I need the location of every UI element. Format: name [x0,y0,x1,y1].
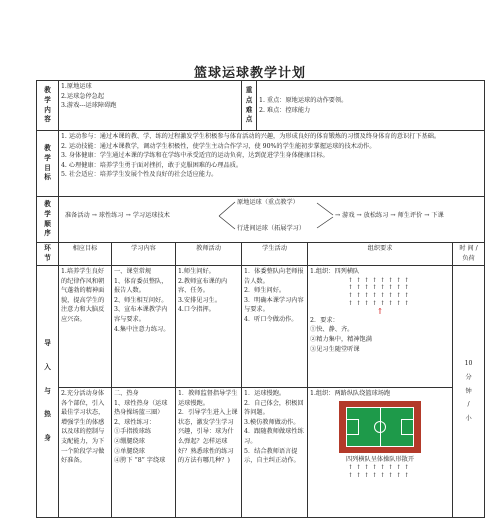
study-cell-2: 二、热身 1、球性热身（运球热身操场篮三圈） 2、球性练习： ①手指拨球练 ②绷腿绕球 ③单腿绕球 ④胯下 “8” 字绕球 [112,388,176,518]
order-row [37,197,485,243]
basketball-court-icon [339,401,421,453]
order-tail: → 游戏 → 放松练习 → 师生评价 → 下课 [335,212,444,219]
teacher-cell-2: 1．教师监督指导学生运球慢跑。 2．引导学生进入上课状态，激发学生学习兴趣，引导：球为什么弹起？怎样运球好？熟悉球性的练习的方法有哪几种？) [176,388,242,518]
objectives-cell: 1. 运动参与：通过本课的教、学、练的过程激发学生积极参与体育活动的兴趣，为形成良好的体育锻炼的习惯及终身体育的意识打下基础。 2. 运动技能：通过本课教学，调动学生积极性，使学生主动合作学习，使 90%的学生能初步掌握运球的技术动作。 3. 身体健康：学生通过本课的学练和在学练中承受适宜的运动负荷，达到促进学生身体健康目标。 4. 心理健康：培养学生勇于面对挫折，敢于克服困难的心理品质。 5. 社会适应：培养学生发展个性及良好的社会适应能力。 [59,131,485,197]
branch-line-bottom [219,216,235,229]
order-branch-top: 原地运球（重点教学） [237,199,299,206]
formation-arrows: ↑↑↑↑↑↑↑↑ ↑↑↑↑↑↑↑↑ ↑↑↑↑↑↑↑↑ ↑↑↑↑↑↑↑↑ [347,276,413,307]
header-teacher: 教师活动 [176,243,242,266]
header-study: 学习内容 [112,243,176,266]
key-cell: 1. 重点：原地运球的动作要领。 2. 难点：控球能力 [257,81,485,131]
order-label: 教 学 顺 序 [37,197,59,243]
header-seg: 环 节 [37,243,59,266]
header-time: 时 间 / 负荷 [453,243,485,266]
lesson-plan-table [36,80,485,518]
teacher-marker-icon: ↑ [376,306,384,316]
order-flow [59,197,484,235]
study-cell-1: 一、课堂常规 1、体育委员整队，报告人数。 2、师生相互问好。 3、宣布本课教学内容与要求。 4.集中注意力练习。 [112,266,176,388]
order-cell [59,197,485,243]
header-goal: 相应目标 [59,243,112,266]
order-prep: 准备活动 → 球性练习 → 学习运球技术 [65,212,170,219]
time-cell: 10 分 钟 / 小 [453,266,485,518]
goal-cell-1: 1.培养学生良好的纪律作风和朝气蓬勃的精神面貌，提高学生的注意力和大脑反应兴奋。 [59,266,112,388]
content-row [37,81,485,131]
objectives-row [37,131,485,197]
branch-line-top [219,202,235,216]
goal-cell-2: 2.充分活动身体各个部位，引入最佳学习状态，增强学生的体感以及球的控制与支配能力，为下一个阶段学习做好准备。 [59,388,112,518]
teacher-cell-1: 1.师生问好。 2.教师宣布课的内容、任务。 3.安排见习生。 4.口令指挥。 [176,266,242,388]
body-row-1 [37,266,485,388]
merge-line-bottom [317,217,333,228]
org-cell-1: 1.组织：四列横队 ↑↑↑↑↑↑↑↑ ↑↑↑↑↑↑↑↑ ↑↑↑↑↑↑↑↑ ↑↑↑↑↑↑↑↑ ↑ 2．要求： ①快、静、齐。 ②精力集中，精神饱满 ③见习生随堂听课 [308,266,453,388]
content-cell: 1.原地运球 2.运球急停急起 3.游戏---运球障碍跑 [59,81,242,131]
header-student: 学生活动 [242,243,308,266]
seg-label: 导 入 与 热 身 [37,266,59,518]
objectives-label: 教 学 目 标 [37,131,59,197]
header-org: 组织要求 [308,243,453,266]
page-title: 篮球运球教学计划 [193,66,306,81]
student-cell-2: 1．运球慢跑。 2．自己体会，积极回答问题。 3.模仿教师做动作。 4．跟随教师做球性练习。 5．结合教师语言提示，自主纠正动作。 [242,388,308,518]
key-label: 重 点 难 点 [242,81,257,131]
formation-arrows-2: ↑↑↑↑↑↑↑↑ ↑↑↑↑↑↑↑↑ [347,464,413,480]
content-label: 教 学 内 容 [37,81,59,131]
merge-line-top [317,203,333,215]
org-cell-2: 1.组织：两路纵队绕篮球场跑 四列横队呈体操队形散开 ↑↑↑↑↑↑↑↑ ↑↑↑↑↑↑↑↑ [308,388,453,518]
body-row-2 [37,388,485,518]
order-branch-bottom: 行进间运球（拓展学习） [237,225,306,232]
header-row [37,243,485,266]
student-cell-1: 1．体委整队向老师报告人数。 2．师生问好。 3．明确本课学习内容与要求。 4．听口令做动作。 [242,266,308,388]
